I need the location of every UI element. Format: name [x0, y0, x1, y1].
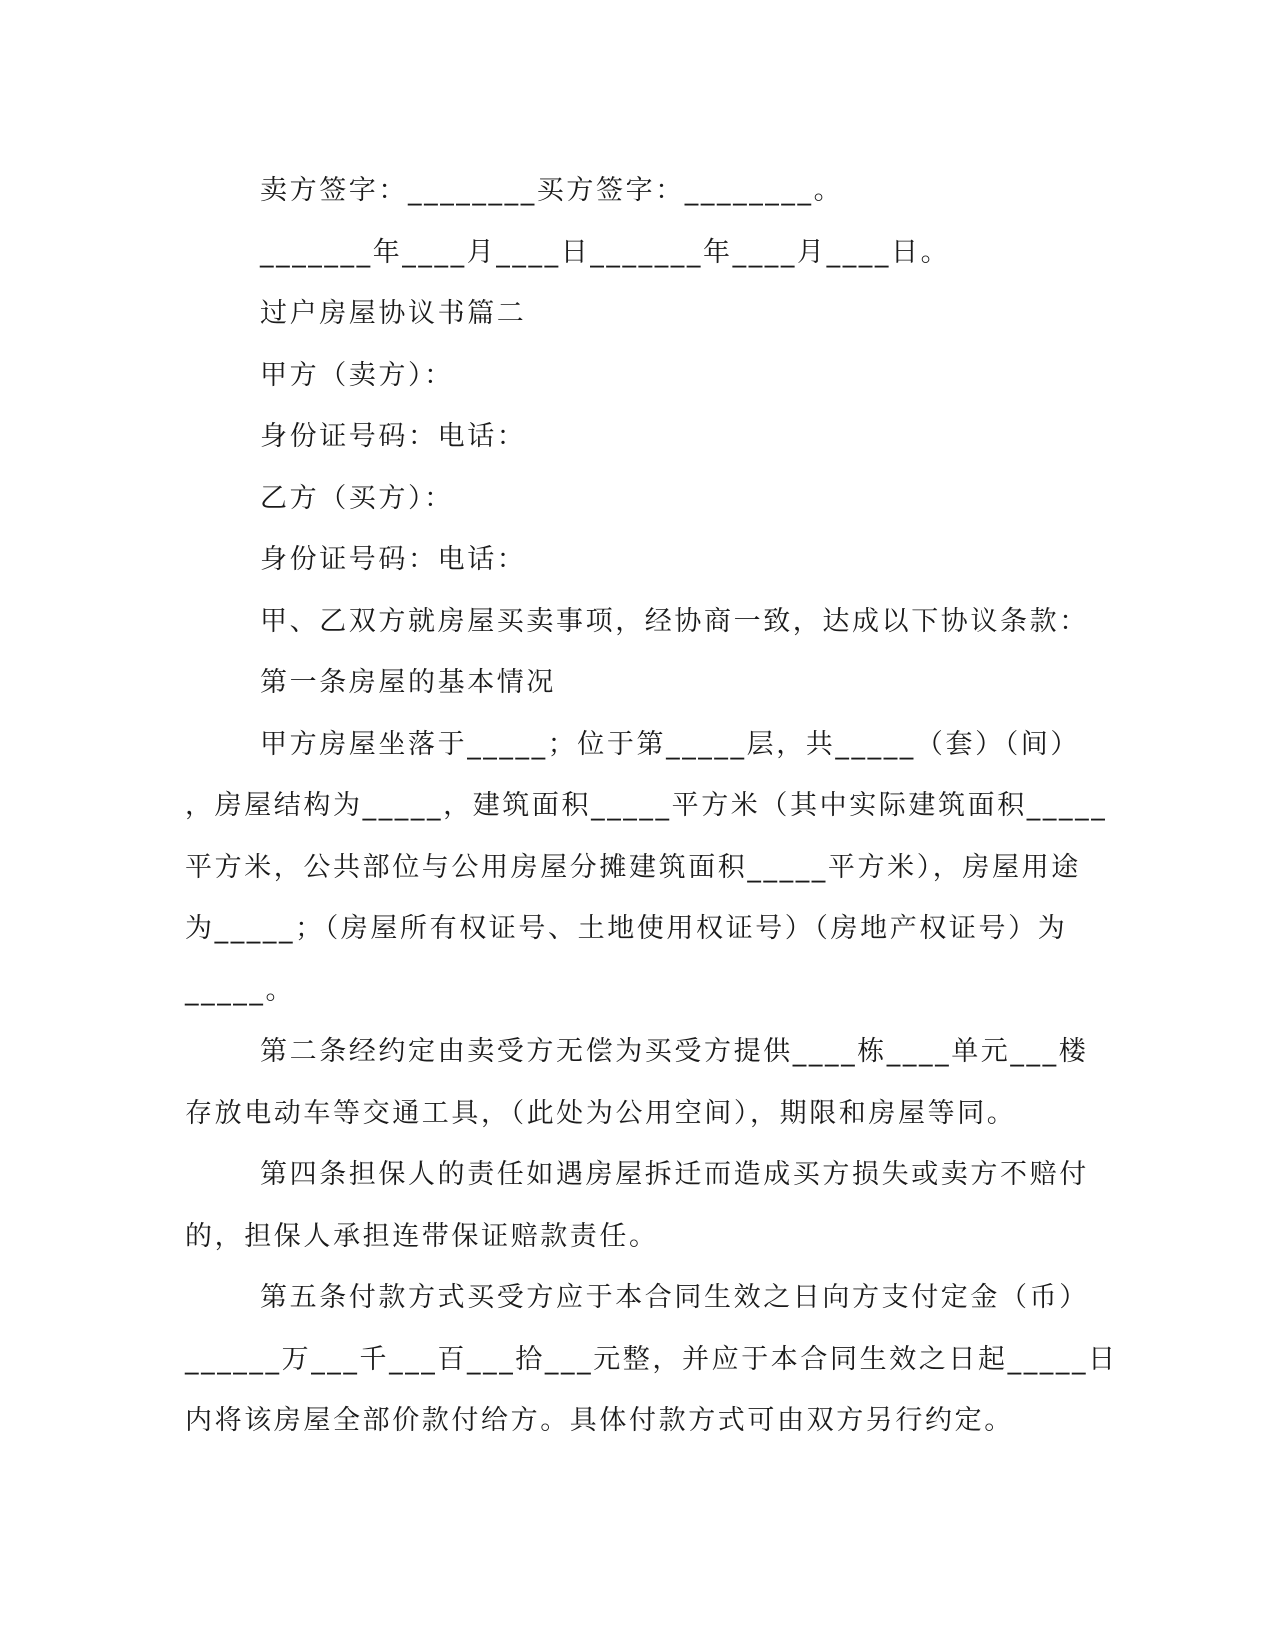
article-1-heading: 第一条房屋的基本情况: [260, 667, 556, 698]
article-1-line-3: 平方米，公共部位与公用房屋分摊建筑面积_____平方米），房屋用途: [185, 851, 1081, 883]
article-4-line-2: 的，担保人承担连带保证赔款责任。: [185, 1220, 659, 1252]
article-5-line-2: ______万___千___百___拾___元整，并应于本合同生效之日起_____日: [185, 1343, 1118, 1375]
article-2-line-2: 存放电动车等交通工具，（此处为公用空间），期限和房屋等同。: [185, 1097, 1017, 1129]
party-b-label: 乙方（买方）：: [260, 482, 454, 514]
signature-line: 卖方签字：________买方签字：________。: [260, 175, 844, 206]
article-1-line-1: 甲方房屋坐落于_____；位于第_____层，共_____（套）（间）: [260, 728, 1080, 760]
party-a-label: 甲方（卖方）：: [260, 359, 454, 391]
date-line: _______年____月____日_______年____月____日。: [260, 236, 951, 268]
party-a-id-phone: 身份证号码：电话：: [260, 421, 527, 452]
party-b-id-phone: 身份证号码：电话：: [260, 544, 527, 575]
article-2-line-1: 第二条经约定由卖受方无偿为买受方提供____栋____单元___楼: [260, 1036, 1089, 1067]
section-title: 过户房屋协议书篇二: [260, 298, 527, 329]
article-1-line-2: ，房屋结构为_____，建筑面积_____平方米（其中实际建筑面积_____: [185, 790, 1108, 821]
article-1-line-4: 为_____；（房屋所有权证号、土地使用权证号）（房地产权证号）为: [185, 913, 1068, 944]
article-5-line-3: 内将该房屋全部价款付给方。具体付款方式可由双方另行约定。: [185, 1405, 1014, 1436]
article-5-line-1: 第五条付款方式买受方应于本合同生效之日向方支付定金（币）: [260, 1282, 1089, 1313]
document-body: [185, 160, 1118, 1452]
article-4-line-1: 第四条担保人的责任如遇房屋拆迁而造成买方损失或卖方不赔付: [260, 1159, 1089, 1190]
article-1-line-5: _____。: [185, 974, 296, 1006]
agreement-intro: 甲、乙双方就房屋买卖事项，经协商一致，达成以下协议条款：: [260, 605, 1089, 637]
